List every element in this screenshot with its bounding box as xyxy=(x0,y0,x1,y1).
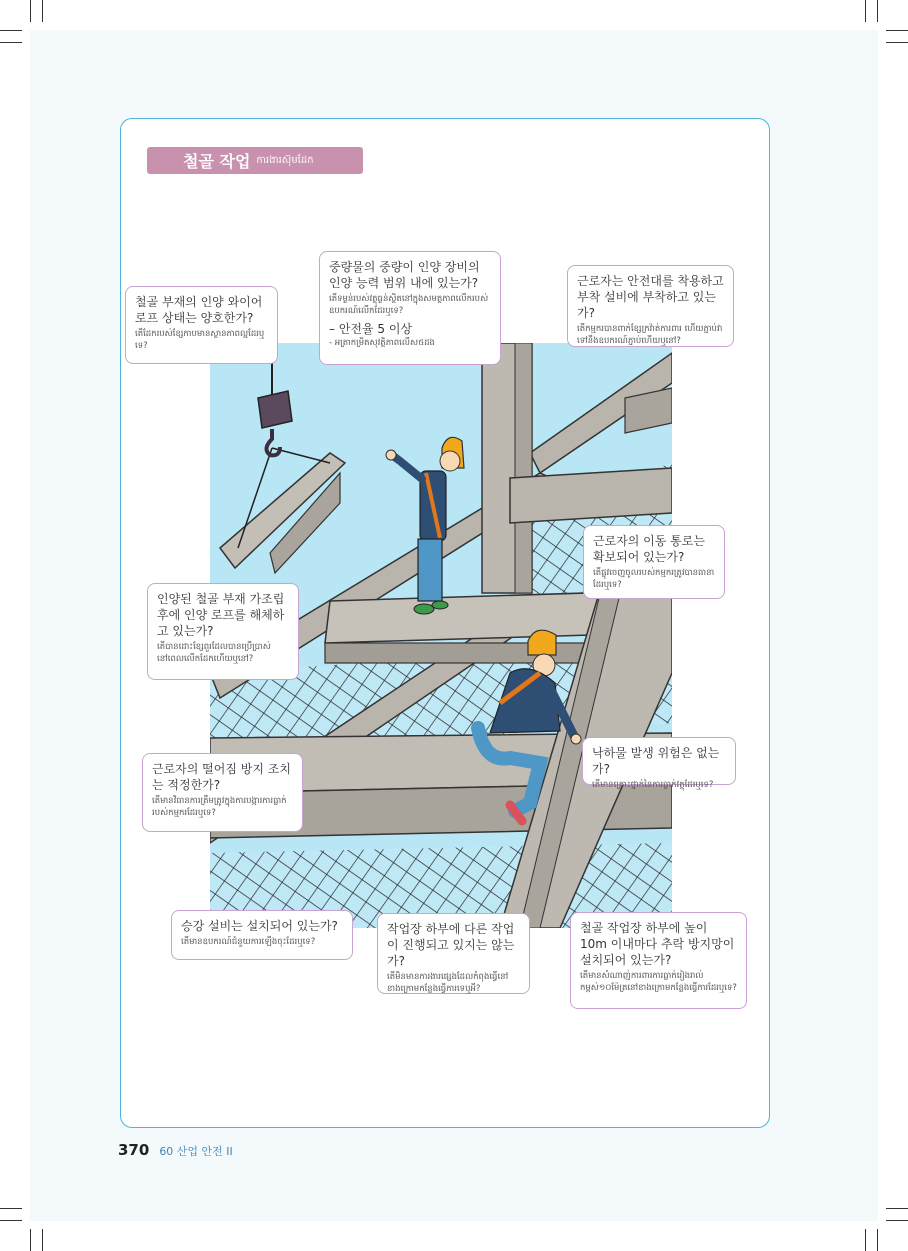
bubble-question: 근로자의 이동 통로는 확보되어 있는가? xyxy=(593,534,705,564)
bubble-question: 철골 부재의 인양 와이어 로프 상태는 양호한가? xyxy=(135,295,263,325)
checklist-bubble-rope-removal xyxy=(147,583,299,680)
crop-mark xyxy=(30,0,31,22)
crop-mark xyxy=(0,30,22,31)
crop-mark xyxy=(30,1229,31,1251)
section-title xyxy=(147,147,363,174)
page-footer xyxy=(118,1141,233,1159)
crop-mark xyxy=(886,1220,908,1221)
checklist-bubble-fall-prevention xyxy=(142,753,303,832)
bubble-khmer: តើមានវិធានការត្រឹមត្រូវក្នុងការបង្ការការធ្លាក់របស់កម្មករដែរឬទេ? xyxy=(152,796,287,818)
bubble-khmer: តើទម្ងន់របស់វត្ថុធ្ងន់ស្ថិតនៅក្នុងសមត្ថភាពលើករបស់ឧបករណ៍លើកដែរឬទេ? xyxy=(329,294,489,316)
crop-mark xyxy=(865,0,866,22)
crop-mark xyxy=(0,1220,22,1221)
checklist-bubble-safety-net xyxy=(570,912,747,1009)
bubble-question: 작업장 하부에 다른 작업이 진행되고 있지는 않는가? xyxy=(387,922,515,968)
crop-mark xyxy=(877,0,878,22)
bubble-khmer: តើមានឧបករណ៍ជំនួយការឡើងចុះដែរឬទេ? xyxy=(181,937,316,947)
section-title-korean: 철골 작업 xyxy=(183,152,251,171)
section-title-khmer: ការងារស៊ុមដែក xyxy=(256,155,314,166)
steel-beam xyxy=(510,468,672,523)
crop-mark xyxy=(865,1229,866,1251)
bubble-question: 철골 작업장 하부에 높이 10m 이내마다 추락 방지망이 설치되어 있는가? xyxy=(580,921,735,967)
bubble-khmer: តើផ្លូវចេញចូលរបស់កម្មករត្រូវបានធានាដែរឬទេ? xyxy=(593,568,715,590)
safety-factor-note-khmer: - អត្រាកម្រិតសុវត្ថិភាពលើស៥ដង xyxy=(329,338,435,348)
checklist-bubble-elevating-equipment xyxy=(171,910,353,960)
crop-mark xyxy=(886,30,908,31)
bubble-khmer: តើបានដោះខ្សែពួរដែលបានប្រើប្រាស់នៅពេលលើកដែកហើយឬនៅ? xyxy=(157,642,271,664)
bubble-khmer: តើមានគ្រោះថ្នាក់នៃការធ្លាក់វត្ថុដែរឬទេ? xyxy=(592,780,714,790)
bubble-question: 낙하물 발생 위험은 없는가? xyxy=(592,746,720,776)
bubble-question: 승강 설비는 설치되어 있는가? xyxy=(181,919,338,933)
crop-mark xyxy=(886,42,908,43)
crop-mark xyxy=(886,1208,908,1209)
crop-mark xyxy=(42,0,43,22)
page-number: 370 xyxy=(118,1141,150,1159)
bubble-khmer: តើដែករបស់ខ្សែកាបមានស្ថានភាពល្អដែរឬទេ? xyxy=(135,329,265,351)
bubble-khmer: តើមានសំណាញ់ការពារការធ្លាក់រៀងរាល់កម្ពស់១០ម៉ែត្រនៅខាងក្រោមកន្លែងធ្វើការដែរឬទេ? xyxy=(580,971,737,993)
bubble-question: 근로자는 안전대를 착용하고 부착 설비에 부착하고 있는가? xyxy=(577,274,724,320)
crop-mark xyxy=(0,42,22,43)
safety-factor-note: – 안전율 5 이상 xyxy=(329,322,413,336)
checklist-bubble-safety-belt xyxy=(567,265,734,347)
crane-hook-block xyxy=(258,391,292,428)
checklist-bubble-passage xyxy=(583,525,725,599)
bubble-khmer: តើកម្មករបានពាក់ខ្សែក្រវ៉ាត់ការពារ ហើយភ្ជាប់វាទៅនឹងឧបករណ៍ភ្ជាប់ហើយឬនៅ? xyxy=(577,324,723,346)
crop-mark xyxy=(877,1229,878,1251)
book-title: 60 산업 안전 II xyxy=(159,1145,233,1158)
crop-mark xyxy=(0,1208,22,1209)
checklist-bubble-falling-objects xyxy=(582,737,736,790)
checklist-bubble-work-below xyxy=(377,913,530,994)
crop-mark xyxy=(42,1229,43,1251)
bubble-question: 인양된 철골 부재 가조립 후에 인양 로프를 해체하고 있는가? xyxy=(157,592,285,638)
checklist-bubble-wire-rope xyxy=(125,286,278,364)
checklist-bubble-lifting-capacity xyxy=(319,251,501,365)
bubble-khmer: តើមិនមានការងារផ្សេងដែលកំពុងធ្វើនៅខាងក្រោមកន្លែងធ្វើការទេឬអី? xyxy=(387,972,509,994)
bubble-question: 근로자의 떨어짐 방지 조치는 적정한가? xyxy=(152,762,291,792)
bubble-question: 중량물의 중량이 인양 장비의 인양 능력 범위 내에 있는가? xyxy=(329,260,480,290)
